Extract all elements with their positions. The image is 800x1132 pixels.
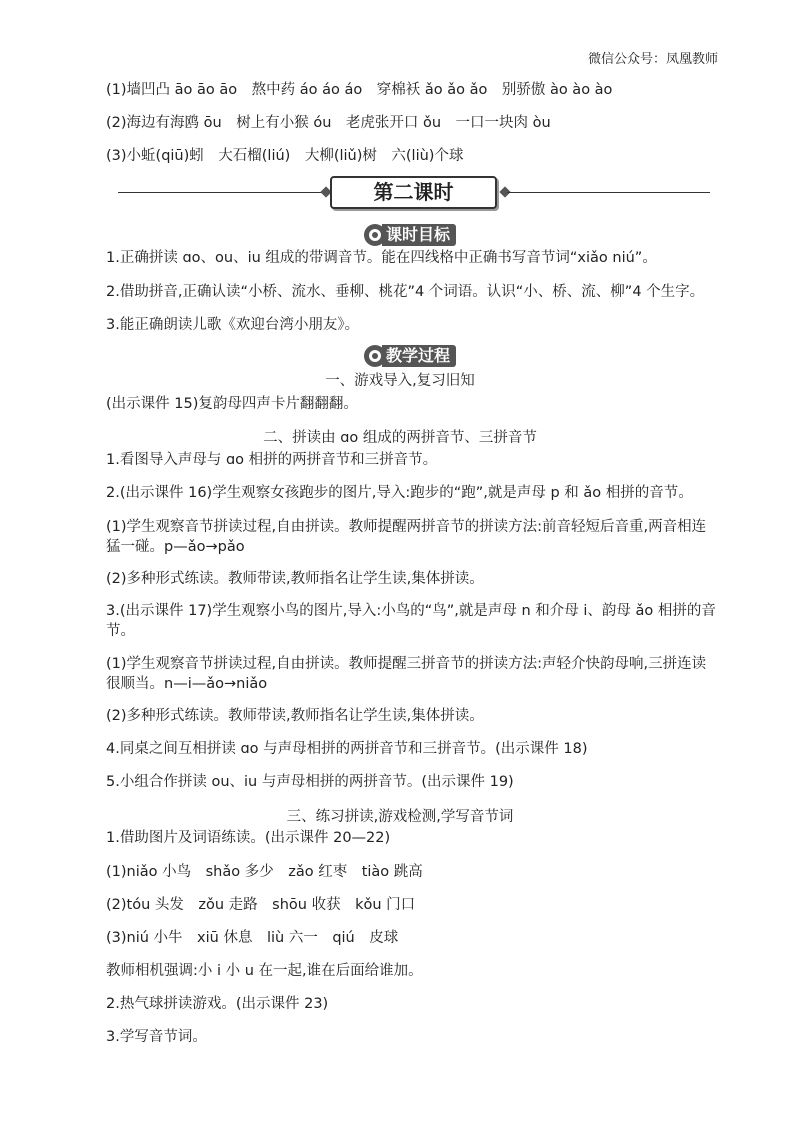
section-2-p2: 2.(出示课件 16)学生观察女孩跑步的图片,导入:跑步的“跑”,就是声母 p 和 ǎo 相拼的音节。 <box>106 485 693 501</box>
target-icon <box>364 224 386 246</box>
review-line-1: (1)墙凹凸 āo āo āo 熬中药 áo áo áo 穿棉袄 ǎo ǎo ǎo 别骄傲 ào ào ào <box>106 82 613 98</box>
process-badge-label: 教学过程 <box>382 345 456 367</box>
goals-badge <box>364 224 456 246</box>
section-1-heading: 一、游戏导入,复习旧知 <box>325 373 475 389</box>
section-3-heading: 三、练习拼读,游戏检测,学写音节词 <box>286 809 514 825</box>
section-3-p4: (3)niú 小牛 xiū 休息 liù 六一 qiú 皮球 <box>106 930 399 946</box>
title-rule-left <box>118 192 326 193</box>
target-icon <box>364 345 386 367</box>
section-2-p9: 5.小组合作拼读 ou、iu 与声母相拼的两拼音节。(出示课件 19) <box>106 774 514 790</box>
section-2-heading: 二、拼读由 ɑo 组成的两拼音节、三拼音节 <box>263 430 537 446</box>
section-3-p5: 教师相机强调:小 i 小 u 在一起,谁在后面给谁加。 <box>106 963 423 979</box>
section-3-p1: 1.借助图片及词语练读。(出示课件 20—22) <box>106 830 391 846</box>
section-2-p6: (1)学生观察音节拼读过程,自由拼读。教师提醒三拼音节的拼读方法:声轻介快韵母响,三拼连读很顺当。n—i—ǎo→niǎo <box>106 656 707 692</box>
section-2-p5: 3.(出示课件 17)学生观察小鸟的图片,导入:小鸟的“鸟”,就是声母 n 和介母 i、韵母 ǎo 相拼的音节。 <box>106 603 716 639</box>
process-badge <box>364 345 456 367</box>
review-line-2: (2)海边有海鸥 ōu 树上有小猴 óu 老虎张开口 ǒu 一口一块肉 òu <box>106 115 551 131</box>
header-source: 微信公众号：凤凰教师 <box>588 52 719 67</box>
lesson-title: 第二课时 <box>330 176 497 209</box>
title-rule-right <box>507 192 710 193</box>
section-2-p8: 4.同桌之间互相拼读 ɑo 与声母相拼的两拼音节和三拼音节。(出示课件 18) <box>106 741 588 757</box>
review-line-3: (3)小蚯(qiū)蚓 大石榴(liú) 大柳(liǔ)树 六(liù)个球 <box>106 148 464 164</box>
goal-item-2: 2.借助拼音,正确认读“小桥、流水、垂柳、桃花”4 个词语。认识“小、桥、流、柳”4 个生字。 <box>106 284 705 300</box>
section-2-p7: (2)多种形式练读。教师带读,教师指名让学生读,集体拼读。 <box>106 708 484 724</box>
section-3-p6: 2.热气球拼读游戏。(出示课件 23) <box>106 996 329 1012</box>
section-2-p3: (1)学生观察音节拼读过程,自由拼读。教师提醒两拼音节的拼读方法:前音轻短后音重,两音相连猛一碰。p—ǎo→pǎo <box>106 519 707 555</box>
goal-item-3: 3.能正确朗读儿歌《欢迎台湾小朋友》。 <box>106 317 360 333</box>
section-2-p1: 1.看图导入声母与 ɑo 相拼的两拼音节和三拼音节。 <box>106 452 438 468</box>
section-3-p3: (2)tóu 头发 zǒu 走路 shōu 收获 kǒu 门口 <box>106 897 416 913</box>
section-1-p1: (出示课件 15)复韵母四声卡片翻翻翻。 <box>106 396 358 412</box>
section-2-p4: (2)多种形式练读。教师带读,教师指名让学生读,集体拼读。 <box>106 571 484 587</box>
goal-item-1: 1.正确拼读 ɑo、ou、iu 组成的带调音节。能在四线格中正确书写音节词“xiǎo niú”。 <box>106 250 657 266</box>
goals-badge-label: 课时目标 <box>382 224 456 246</box>
section-3-p7: 3.学写音节词。 <box>106 1029 207 1045</box>
section-3-p2: (1)niǎo 小鸟 shǎo 多少 zǎo 红枣 tiào 跳高 <box>106 864 423 880</box>
